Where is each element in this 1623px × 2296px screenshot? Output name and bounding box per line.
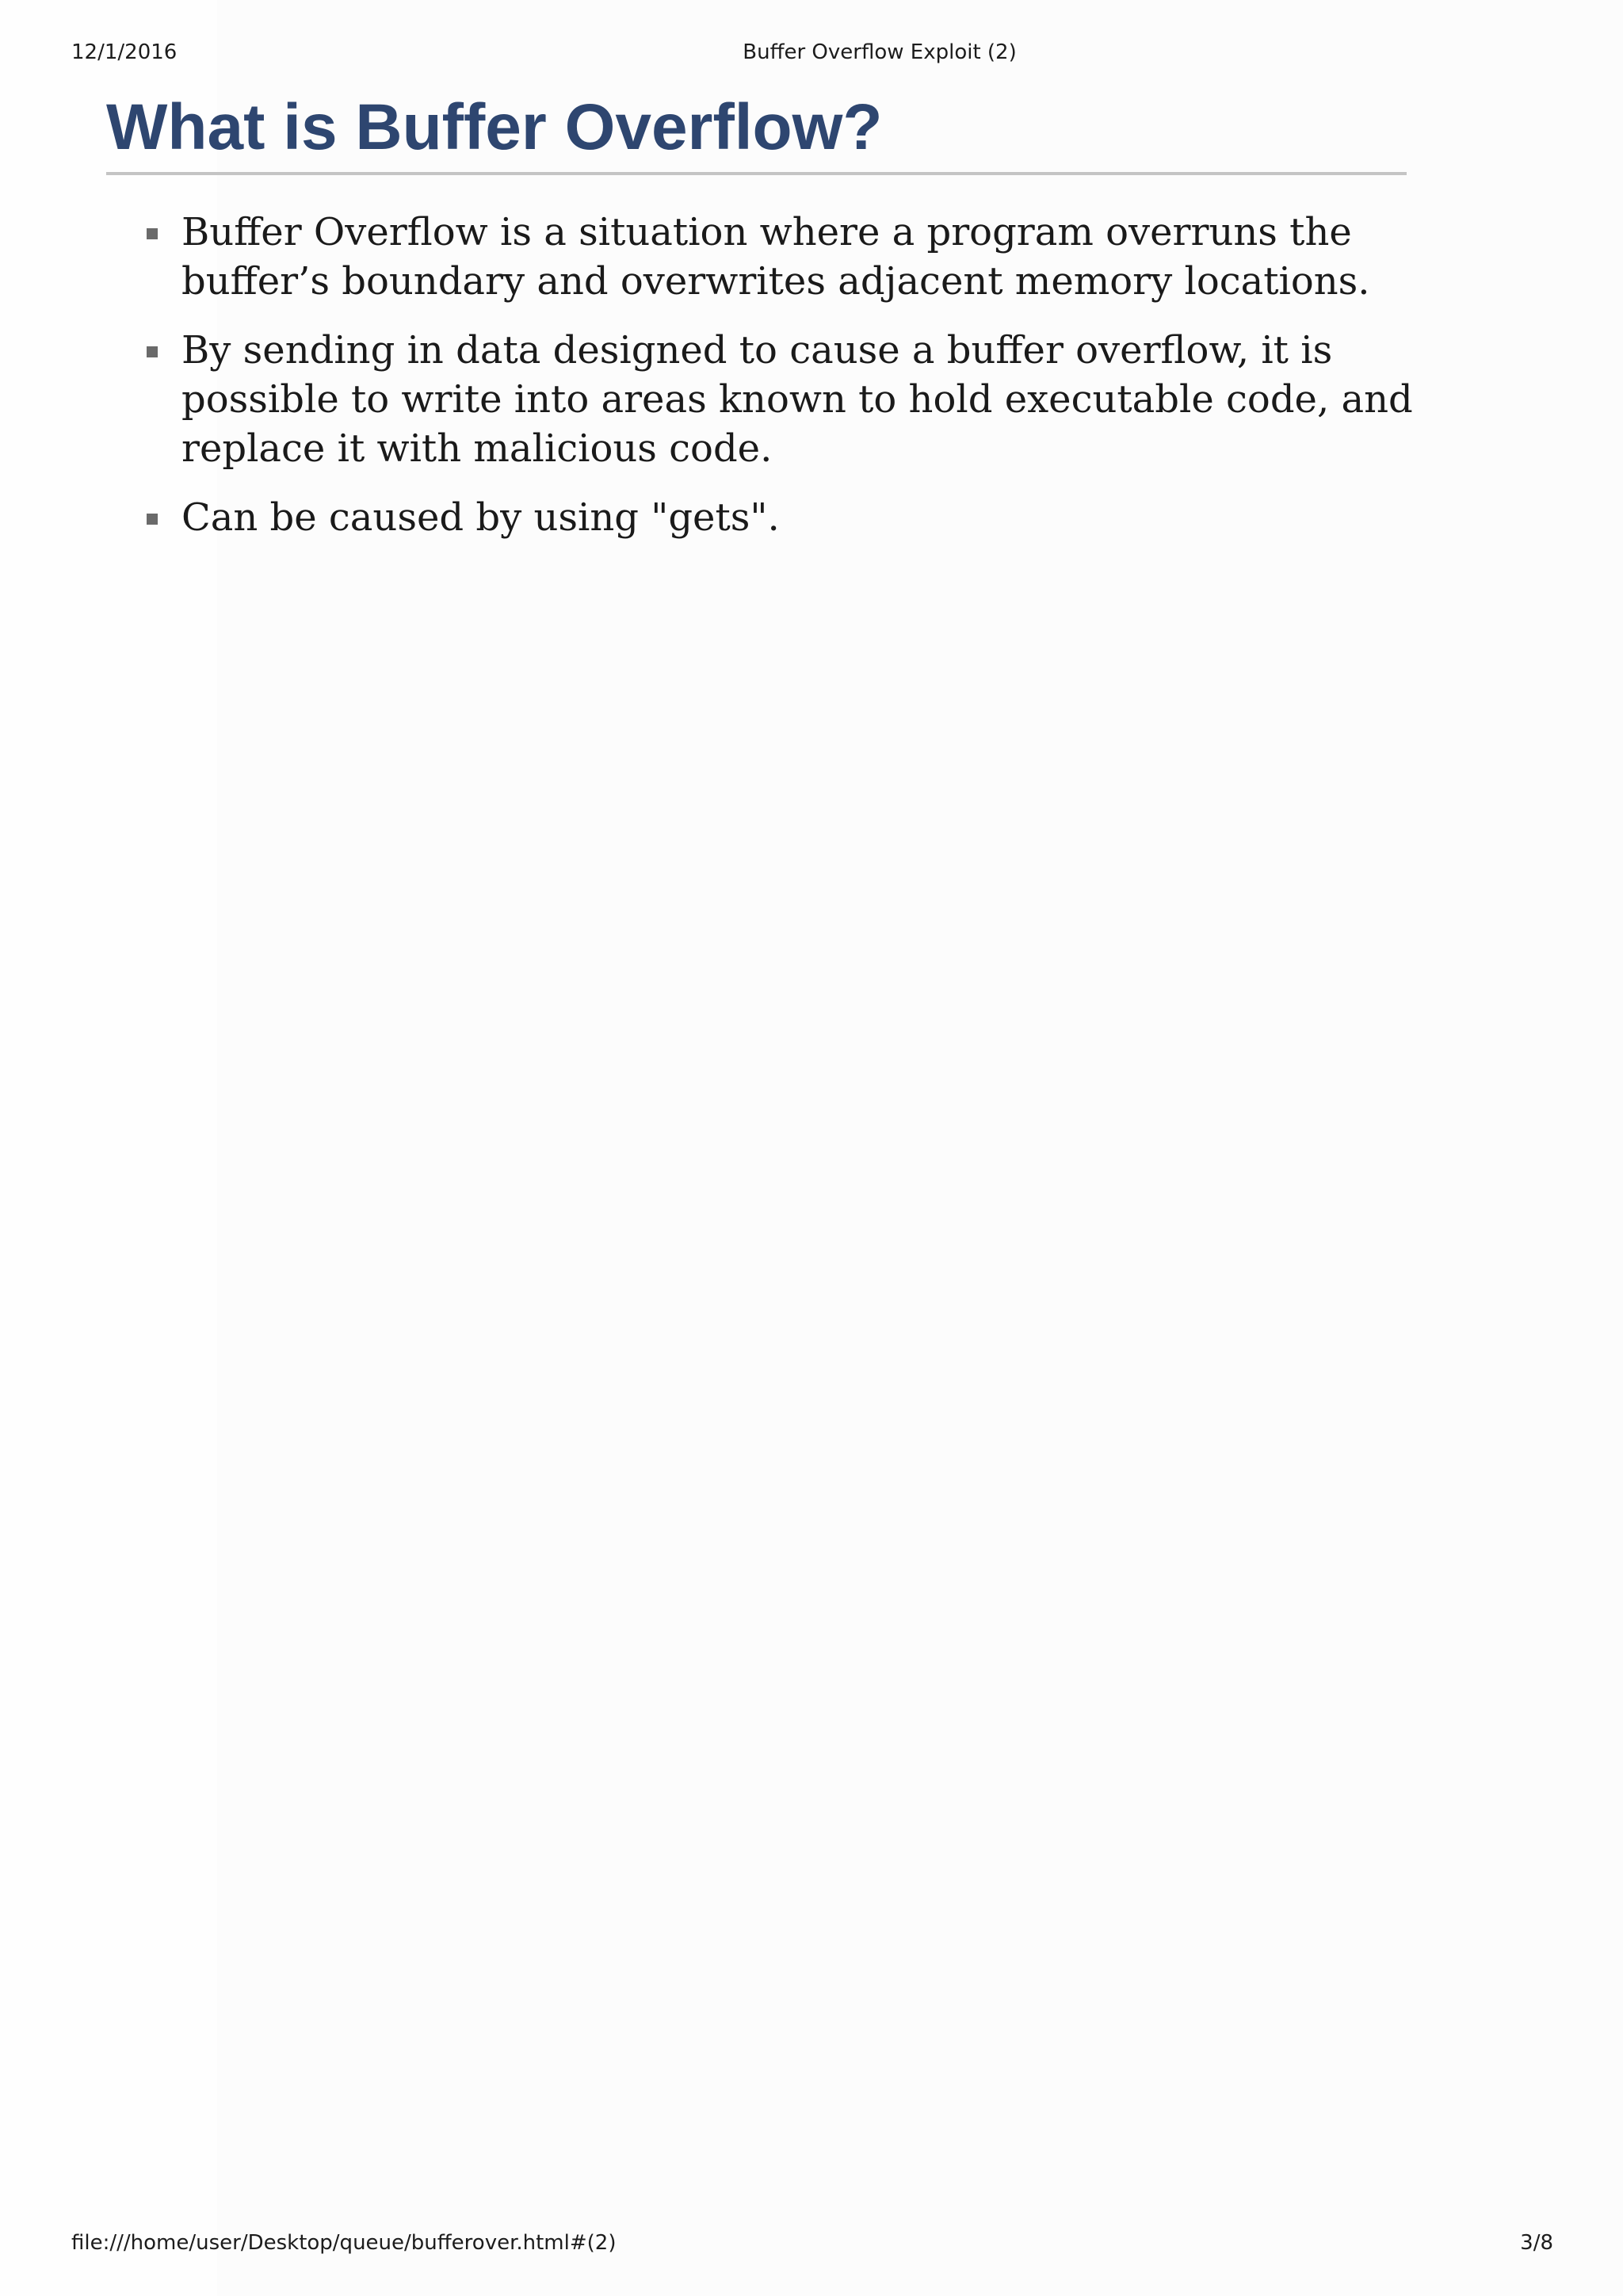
- print-footer-page-number: 3/8: [1520, 2231, 1553, 2255]
- print-header-title: Buffer Overflow Exploit (2): [743, 40, 1017, 64]
- square-bullet-icon: [147, 346, 158, 357]
- square-bullet-icon: [147, 228, 158, 239]
- print-footer-url: file:///home/user/Desktop/queue/bufferover.html#(2): [71, 2231, 617, 2255]
- bullet-item: [143, 208, 1490, 306]
- title-divider: [106, 172, 1407, 175]
- bullet-text: By sending in data designed to cause a buffer overflow, it is possible to write into areas known to hold executable code, and replace it with malicious code.: [181, 328, 1413, 471]
- bullet-text: Buffer Overflow is a situation where a program overruns the buffer’s boundary and overwrites adjacent memory locations.: [181, 210, 1370, 304]
- bullet-text: Can be caused by using "gets".: [181, 495, 780, 540]
- print-header-date: 12/1/2016: [71, 40, 178, 64]
- square-bullet-icon: [147, 514, 158, 525]
- bullet-item: [143, 326, 1490, 473]
- bullet-item: [143, 493, 1490, 542]
- bullet-list: [143, 208, 1490, 562]
- slide-title: What is Buffer Overflow?: [106, 91, 883, 163]
